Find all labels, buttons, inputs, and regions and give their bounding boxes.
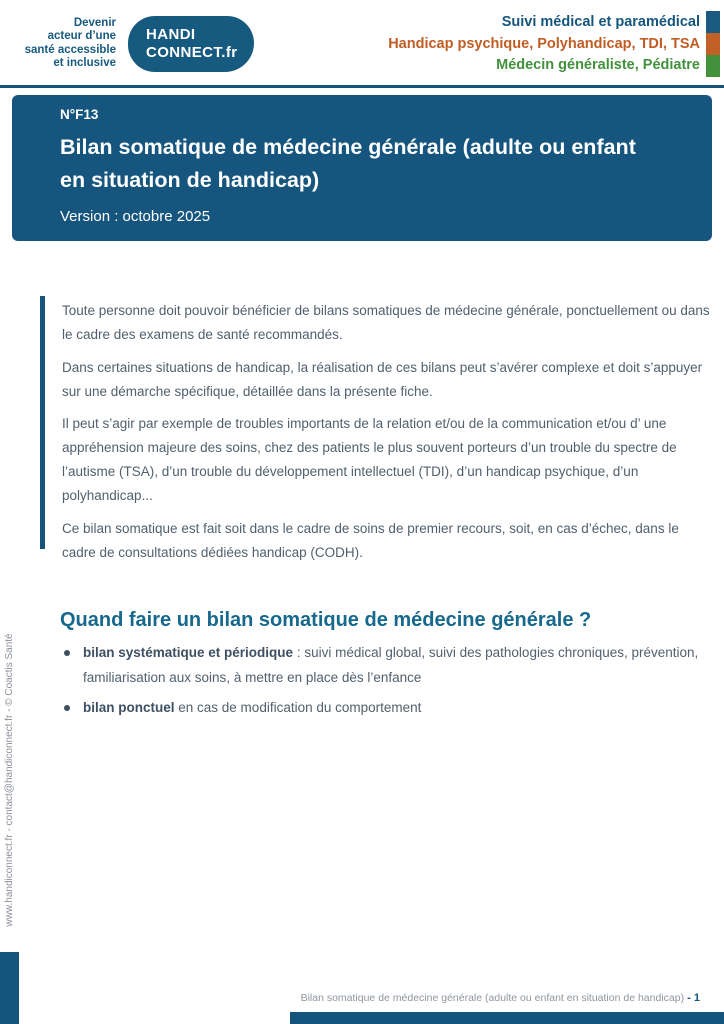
handiconnect-logo [128,16,254,72]
intro-accent-bar [40,296,45,549]
intro-paragraph-2: Dans certaines situations de handicap, la réalisation de ces bilans peut s’avérer complexe et doit s’appuyer sur une démarche spécifique, détaillée dans la présente fiche. [62,359,703,399]
bullet-bold-text: bilan ponctuel [83,700,175,715]
left-edge-decoration-bar [0,952,19,1024]
bullet-dot-icon [64,650,70,656]
bullet-list [60,641,708,727]
bottom-edge-decoration-bar [290,1012,724,1024]
header-color-bars [706,11,720,77]
page-title: Bilan somatique de médecine générale (adulte ou enfant en situation de handicap) [60,135,636,192]
header-divider [0,85,724,88]
green-color-bar [706,55,720,77]
logo-text-line2: CONNECT.fr [146,44,238,61]
audience-line-handicap: Handicap psychique, Polyhandicap, TDI, TSA [388,35,700,52]
audience-line-praticien: Médecin généraliste, Pédiatre [496,57,700,74]
brand-tagline [8,17,116,71]
sheet-number: N°F13 [60,107,99,122]
bullet-rest-text: en cas de modification du comportement [174,700,422,715]
bullet-item-ponctuel [60,696,708,721]
bullet-rest-text: : suivi médical global, suivi des pathologies chroniques, prévention, familiarisation aux soins, à mettre en place dès l’enfance [83,645,699,685]
orange-color-bar [706,33,720,55]
title-banner [12,95,712,241]
tagline-line: acteur d’une [47,30,116,43]
page-number: - 1 [684,992,700,1004]
intro-paragraphs [62,299,710,573]
logo-text-line1: HANDI [146,26,196,43]
tagline-line: Devenir [73,17,116,29]
intro-paragraph-3: Il peut s’agir par exemple de troubles importants de la relation et/ou de la communication et/ou d’ une appréhension majeure des soins, chez des patients le plus souvent porteurs d’un trouble du spectre de l’autisme (TSA), d’un trouble du développement intellectuel (TDI), d’un handicap psychique, d’un polyhandicap... [62,416,677,503]
footer-caption [0,991,700,1005]
bullet-bold-text: bilan systématique et périodique [83,645,294,660]
bullet-item-systematique [60,641,708,690]
intro-paragraph-4: Ce bilan somatique est fait soit dans le cadre de soins de premier recours, soit, en cas d’échec, dans le cadre de consultations dédiées handicap (CODH). [62,520,679,560]
navy-color-bar [706,11,720,33]
section-heading: Quand faire un bilan somatique de médecine générale ? [60,609,592,631]
bullet-dot-icon [64,705,70,711]
sidebar-contact-text: www.handiconnect.fr - contact@handiconnect.fr - © Coactis Santé [4,633,15,927]
tagline-line: santé accessible [24,43,116,56]
footer-caption-text: Bilan somatique de médecine générale (adulte ou enfant en situation de handicap) [300,992,685,1004]
version-line: Version : octobre 2025 [60,208,211,225]
audience-tags [388,12,700,77]
tagline-line: et inclusive [53,57,116,70]
intro-paragraph-1: Toute personne doit pouvoir bénéficier de bilans somatiques de médecine générale, ponctuellement ou dans le cadre des examens de santé recommandés. [62,303,710,342]
audience-line-medical: Suivi médical et paramédical [501,14,700,30]
